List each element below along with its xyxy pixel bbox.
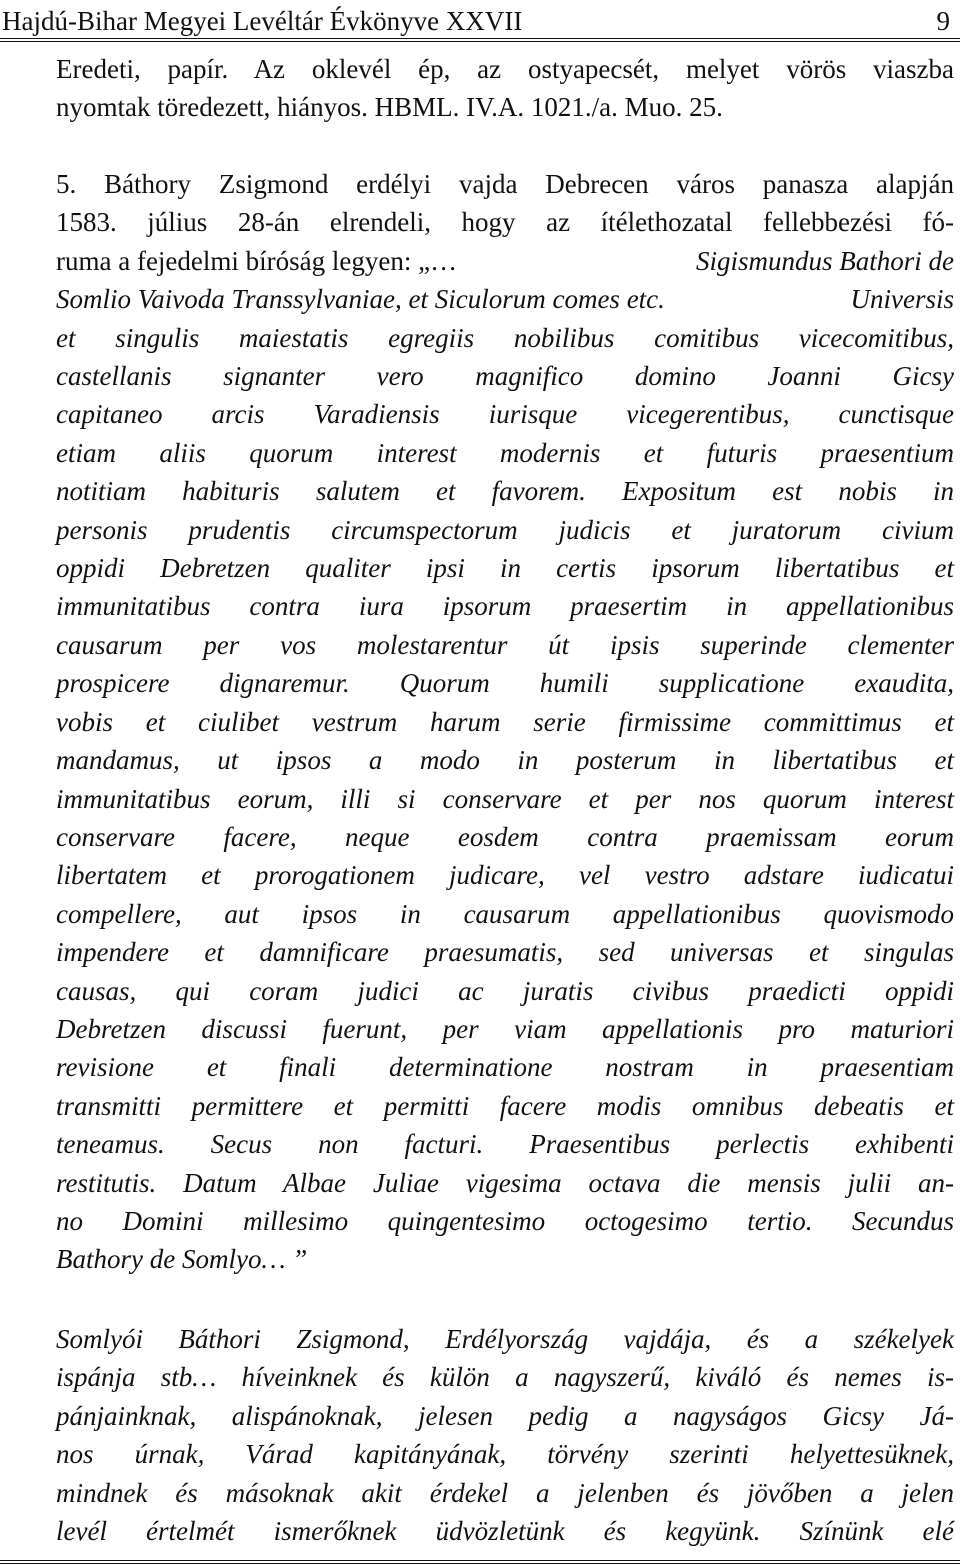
translation-line: pánjainknak, alispánoknak, jelesen pedig a nagyságos Gicsy Já- <box>56 1400 954 1431</box>
latin-line: causas, qui coram judici ac juratis civibus praedicti oppidi <box>56 975 954 1006</box>
text-line: 1583. július 28-án elrendeli, hogy az ítélethozatal fellebbezési fó- <box>56 207 954 238</box>
latin-line: Debretzen discussi fuerunt, per viam appellationis pro maturiori <box>56 1013 954 1044</box>
latin-line: notitiam habituris salutem et favorem. Expositum est nobis in <box>56 476 954 507</box>
journal-title: Hajdú-Bihar Megyei Levéltár Évkönyve XXVII <box>2 6 523 36</box>
latin-line: immunitatibus eorum, illi si conservare et per nos quorum interest <box>56 783 954 814</box>
text-line: Eredeti, papír. Az oklevél ép, az ostyapecsét, melyet vörös viaszba <box>56 54 954 84</box>
latin-line: transmitti permittere et permitti facere modis omnibus debeatis et <box>56 1090 954 1121</box>
latin-line: vobis et ciulibet vestrum harum serie firmissime committimus et <box>56 706 954 737</box>
latin-line: et singulis maiestatis egregiis nobilibus comitibus vicecomitibus, <box>56 322 954 353</box>
latin-line: personis prudentis circumspectorum judicis et juratorum civium <box>56 514 954 545</box>
latin-line: oppidi Debretzen qualiter ipsi in certis ipsorum libertatibus et <box>56 553 954 584</box>
text-line: 5. Báthory Zsigmond erdélyi vajda Debrecen város panasza alapján <box>56 169 954 199</box>
latin-segment: Somlio Vaivoda Transsylvaniae, et Siculorum comes etc. <box>56 284 665 315</box>
page-header <box>0 0 960 44</box>
latin-line: mandamus, ut ipsos a modo in posterum in libertatibus et <box>56 745 954 776</box>
latin-line: immunitatibus contra iura ipsorum praesertim in appellationibus <box>56 591 954 622</box>
translation-line: levél értelmét ismerőknek üdvözletünk és kegyünk. Színünk elé <box>56 1516 954 1547</box>
latin-line: impendere et damnificare praesumatis, sed universas et singulas <box>56 937 954 968</box>
latin-line: capitaneo arcis Varadiensis iurisque vicegerentibus, cunctisque <box>56 399 954 430</box>
translation-line: mindnek és másoknak akit érdekel a jelenben és jövőben a jelen <box>56 1477 954 1508</box>
text-line-mixed <box>56 280 954 318</box>
translation-line: nos úrnak, Várad kapitányának, törvény szerinti helyettesüknek, <box>56 1439 954 1470</box>
latin-line: restitutis. Datum Albae Juliae vigesima octava die mensis julii an- <box>56 1167 954 1198</box>
text-line: nyomtak töredezett, hiányos. HBML. IV.A. 1021./a. Muo. 25. <box>56 92 723 123</box>
document-entry-5 <box>56 165 954 1279</box>
latin-line: teneamus. Secus non facturi. Praesentibus perlectis exhibenti <box>56 1129 954 1160</box>
text-line-mixed <box>56 242 954 280</box>
footer-rule <box>0 1560 960 1564</box>
translation-line: Somlyói Báthori Zsigmond, Erdélyország vajdája, és a székelyek <box>56 1324 954 1354</box>
latin-line: Bathory de Somlyo… ” <box>56 1244 308 1275</box>
latin-line: libertatem et prorogationem judicare, vel vestro adstare iudicatui <box>56 860 954 891</box>
latin-line: causarum per vos molestarentur út ipsis superinde clementer <box>56 629 954 660</box>
latin-line: castellanis signanter vero magnifico domino Joanni Gicsy <box>56 361 954 392</box>
latin-line: revisione et finali determinatione nostram in praesentiam <box>56 1052 954 1083</box>
latin-line: no Domini millesimo quingentesimo octogesimo tertio. Secundus <box>56 1205 954 1236</box>
hungarian-translation <box>56 1320 954 1550</box>
archival-note <box>56 50 954 127</box>
latin-segment: Sigismundus Bathori de <box>695 245 954 276</box>
latin-line: prospicere dignaremur. Quorum humili supplicatione exaudita, <box>56 668 954 699</box>
latin-line: compellere, aut ipsos in causarum appellationibus quovismodo <box>56 898 954 929</box>
translation-line: ispánja stb… híveinknek és külön a nagyszerű, kiváló és nemes is- <box>56 1362 954 1393</box>
header-rule <box>0 38 960 42</box>
latin-segment: Universis <box>850 284 954 315</box>
text-segment: ruma a fejedelmi bíróság legyen: „… <box>56 245 458 276</box>
latin-line: conservare facere, neque eosdem contra praemissam eorum <box>56 821 954 852</box>
page-number: 9 <box>936 6 950 36</box>
latin-line: etiam aliis quorum interest modernis et futuris praesentium <box>56 437 954 468</box>
